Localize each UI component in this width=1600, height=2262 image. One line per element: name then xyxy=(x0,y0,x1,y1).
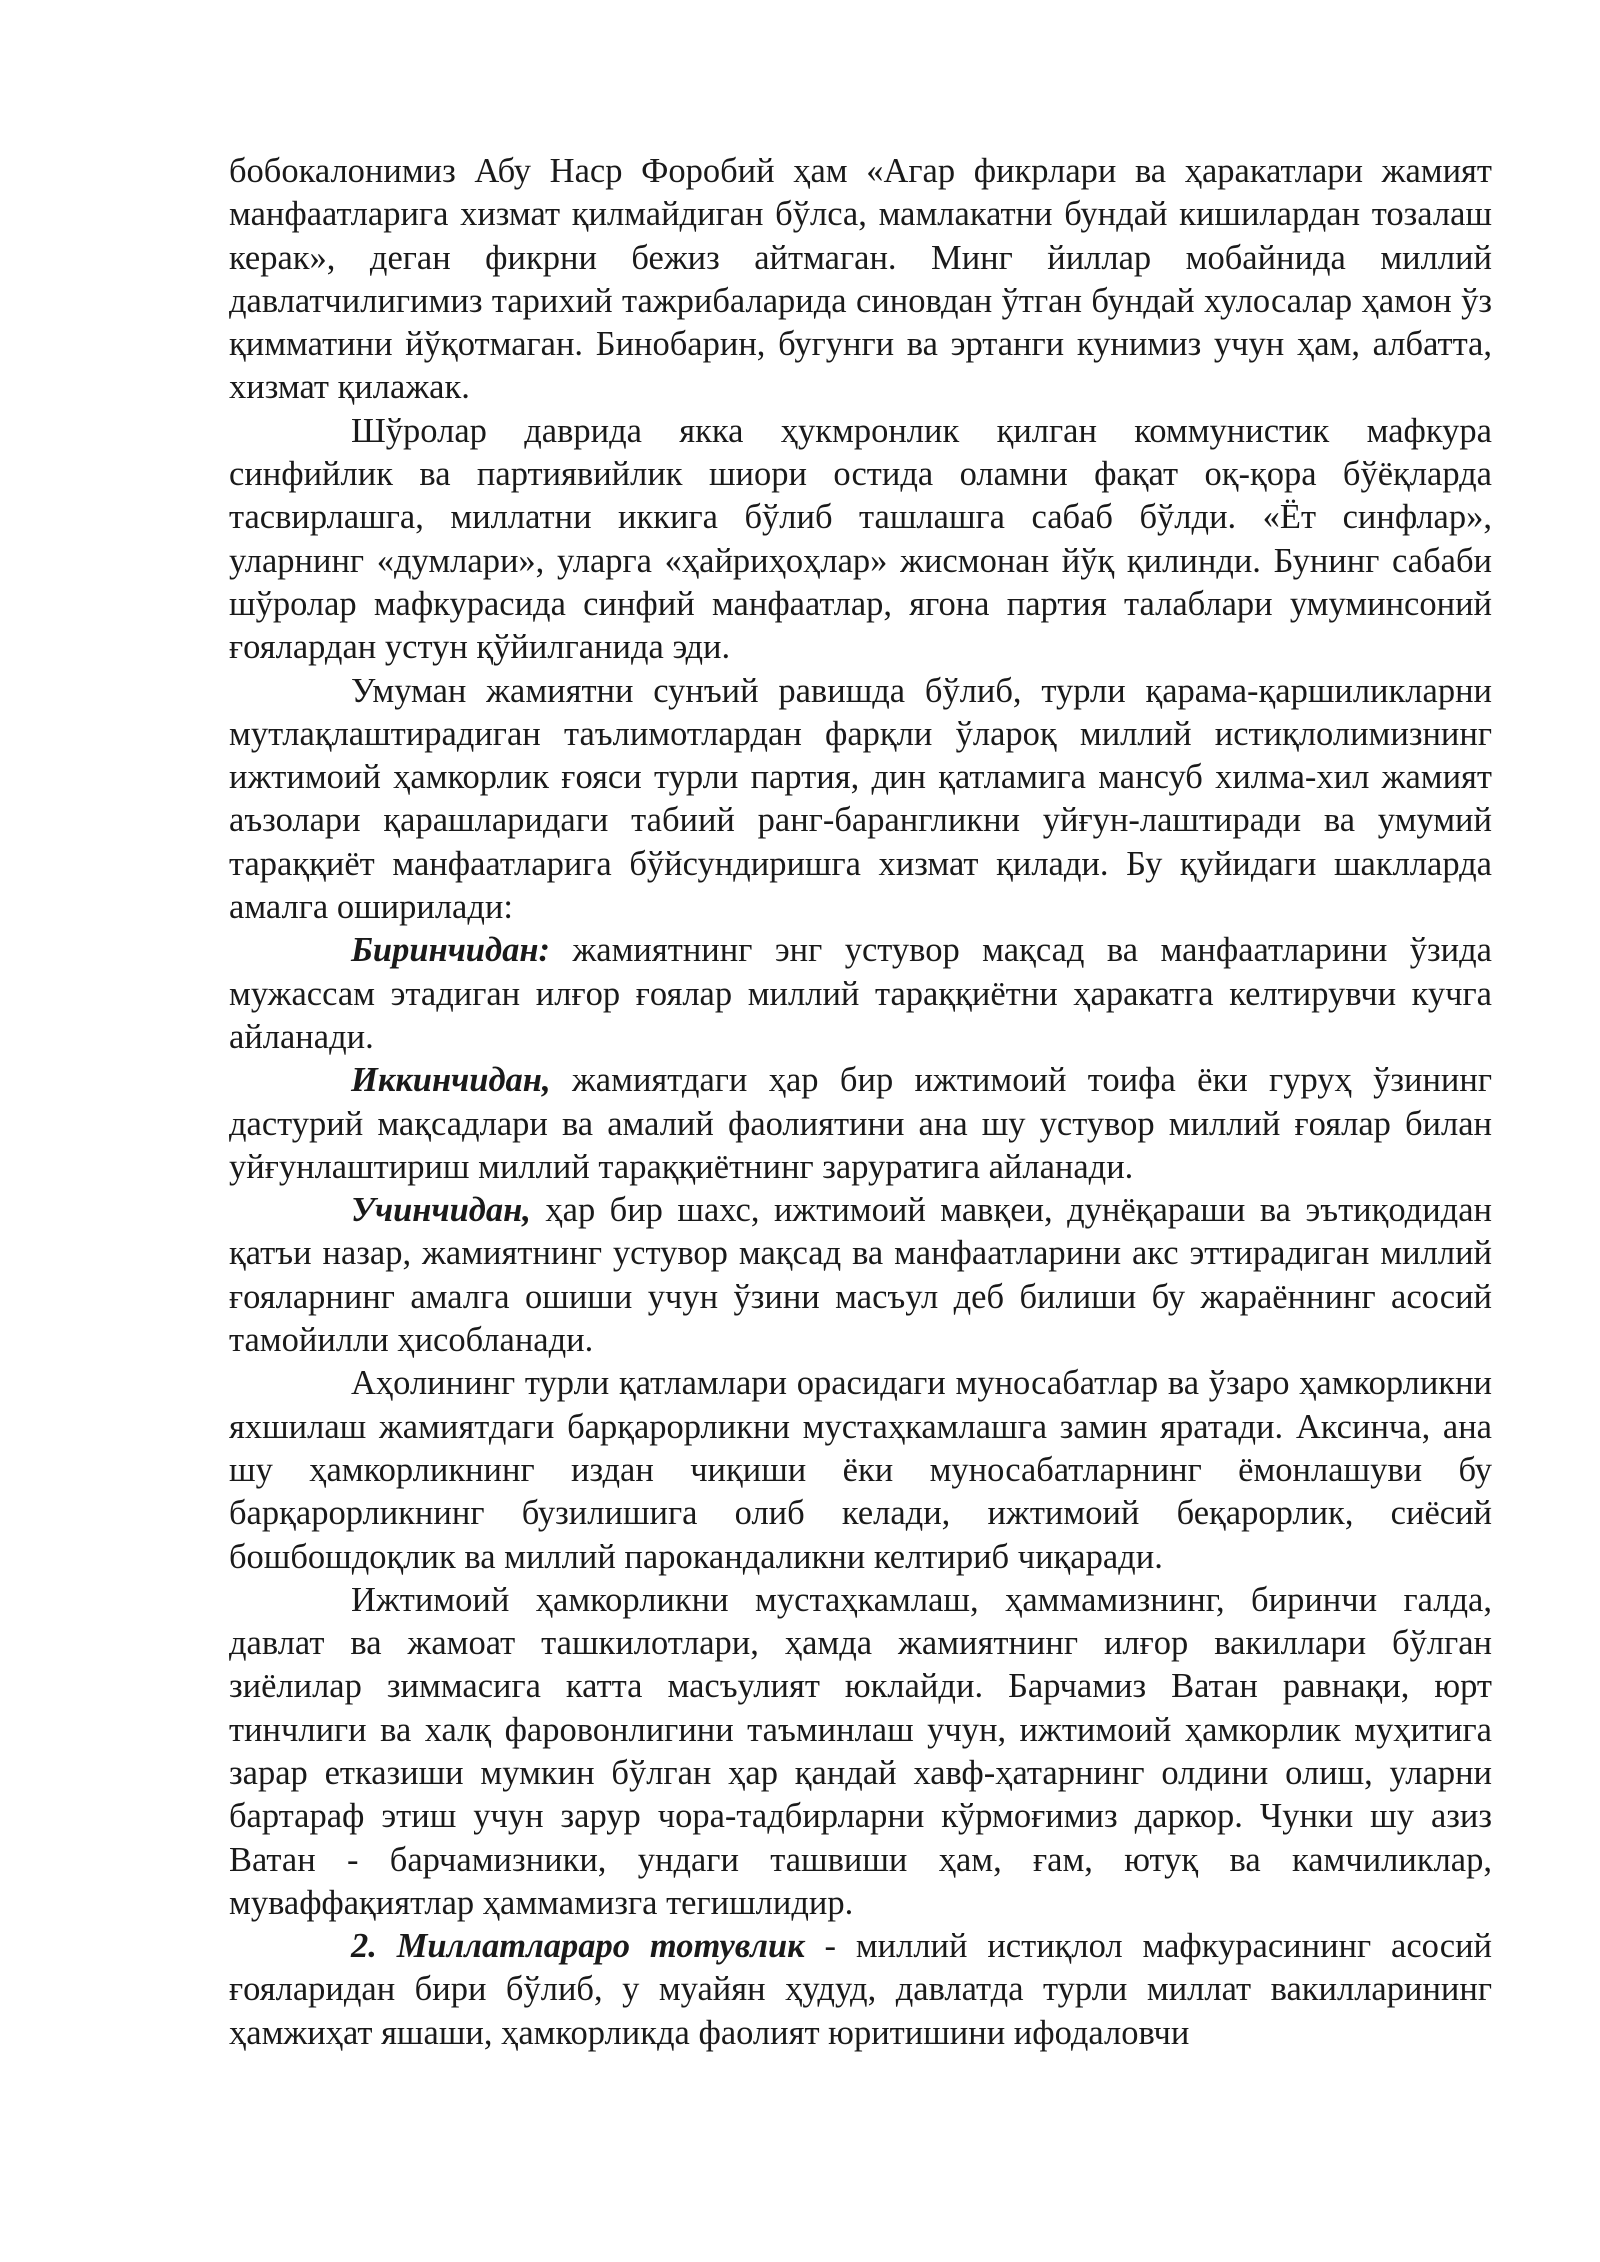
paragraph-8 xyxy=(229,1579,1492,1925)
paragraph-4-firstly xyxy=(229,929,1492,1059)
paragraph-5-secondly xyxy=(229,1059,1492,1189)
paragraph-9-section-heading xyxy=(229,1925,1492,2055)
paragraph-2 xyxy=(229,410,1492,670)
paragraph-1 xyxy=(229,150,1492,410)
paragraph-7 xyxy=(229,1362,1492,1578)
paragraph-7-text: Аҳолининг турли қатламлари орасидаги муносабатлар ва ўзаро ҳамкорликни яхшилаш жамиятдаги барқарорликни мустаҳкамлашга замин яратади. Аксинча, ана шу ҳамкорликнинг издан чиқиши ёки муносабатларнинг ёмонлашуви бу барқарорликнинг бузилишига олиб келади, ижтимоий беқарорлик, сиёсий бошбошдоқлик ва миллий парокандаликни келтириб чиқаради. xyxy=(229,1364,1492,1576)
paragraph-2-text: Шўролар даврида якка ҳукмронлик қилган коммунистик мафкура синфийлик ва партиявийлик шиори остида оламни фақат оқ-қора бўёқларда тасвирлашга, миллатни иккига бўлиб ташлашга сабаб бўлди. «Ёт синфлар», уларнинг «думлари», уларга «ҳайриҳоҳлар» жисмонан йўқ қилинди. Бунинг сабаби шўролар мафкурасида синфий манфаатлар, ягона партия талаблари умуминсоний ғоялардан устун қўйилганида эди. xyxy=(229,411,1492,667)
paragraph-5-text: жамиятдаги ҳар бир ижтимоий тоифа ёки гуруҳ ўзининг дастурий мақсадлари ва амалий фаолиятини ана шу устувор миллий ғоялар билан уйғунлаштириш миллий тараққиётнинг заруратига айланади. xyxy=(229,1061,1492,1186)
paragraph-4-text: жамиятнинг энг устувор мақсад ва манфаатларини ўзида мужассам этадиган илғор ғоялар миллий тараққиётни ҳаракатга келтирувчи кучга айланади. xyxy=(229,931,1492,1056)
paragraph-9-text: - миллий истиқлол мафкурасининг асосий ғояларидан бири бўлиб, у муайян ҳудуд, давлатда турли миллат вакилларининг ҳамжиҳат яшаши, ҳамкорликда фаолият юритишини ифодаловчи xyxy=(229,1927,1492,2052)
paragraph-5-lead: Иккинчидан, xyxy=(351,1061,551,1100)
paragraph-6-text: ҳар бир шахс, ижтимоий мавқеи, дунёқараши ва эътиқодидан қатъи назар, жамиятнинг устувор мақсад ва манфаатларини акс эттирадиган миллий ғояларнинг амалга ошиши учун ўзини масъул деб билиши бу жараённинг асосий тамойилли ҳисобланади. xyxy=(229,1191,1492,1360)
paragraph-1-text: бобокалонимиз Абу Наср Форобий ҳам «Агар фикрлари ва ҳаракатлари жамият манфаатларига хизмат қилмайдиган бўлса, мамлакатни бундай кишилардан тозалаш керак», деган фикрни бежиз айтмаган. Минг йиллар мобайнида миллий давлатчилигимиз тарихий тажрибаларида синовдан ўтган бундай хулосалар ҳамон ўз қимматини йўқотмаган. Бинобарин, бугунги ва эртанги кунимиз учун ҳам, албатта, хизмат қилажак. xyxy=(229,152,1492,407)
paragraph-4-lead: Биринчидан: xyxy=(351,931,550,970)
paragraph-8-text: Ижтимоий ҳамкорликни мустаҳкамлаш, ҳаммамизнинг, биринчи галда, давлат ва жамоат ташкилотлари, ҳамда жамиятнинг илғор вакиллари бўлган зиёлилар зиммасига катта масъулият юклайди. Барчамиз Ватан равнақи, юрт тинчлиги ва халқ фаровонлигини таъминлаш учун, ижтимоий ҳамкорлик муҳитига зарар етказиши мумкин бўлган ҳар қандай хавф-ҳатарнинг олдини олиш, уларни бартараф этиш учун зарур чора-тадбирларни кўрмоғимиз даркор. Чунки шу азиз Ватан - барчамизники, ундаги ташвиши ҳам, ғам, ютуқ ва камчиликлар, муваффақиятлар ҳаммамизга тегишлидир. xyxy=(229,1580,1492,1922)
paragraph-3-text: Умуман жамиятни сунъий равишда бўлиб, турли қарама-қаршиликларни мутлақлаштирадиган таълимотлардан фарқли ўлароқ миллий истиқлолимизнинг ижтимоий ҳамкорлик ғояси турли партия, дин қатламига мансуб хилма-хил жамият аъзолари қарашларидаги табиий ранг-барангликни уйғун-лаштиради ва умумий тараққиёт манфаатларига бўйсундиришга хизмат қилади. Бу қуйидаги шаклларда амалга оширилади: xyxy=(229,671,1492,927)
document-page xyxy=(229,150,1492,2055)
paragraph-6-thirdly xyxy=(229,1189,1492,1362)
section-heading-interethnic-harmony: 2. Миллатлараро тотувлик xyxy=(351,1927,805,1966)
paragraph-6-lead: Учинчидан, xyxy=(351,1191,531,1230)
paragraph-3 xyxy=(229,670,1492,930)
